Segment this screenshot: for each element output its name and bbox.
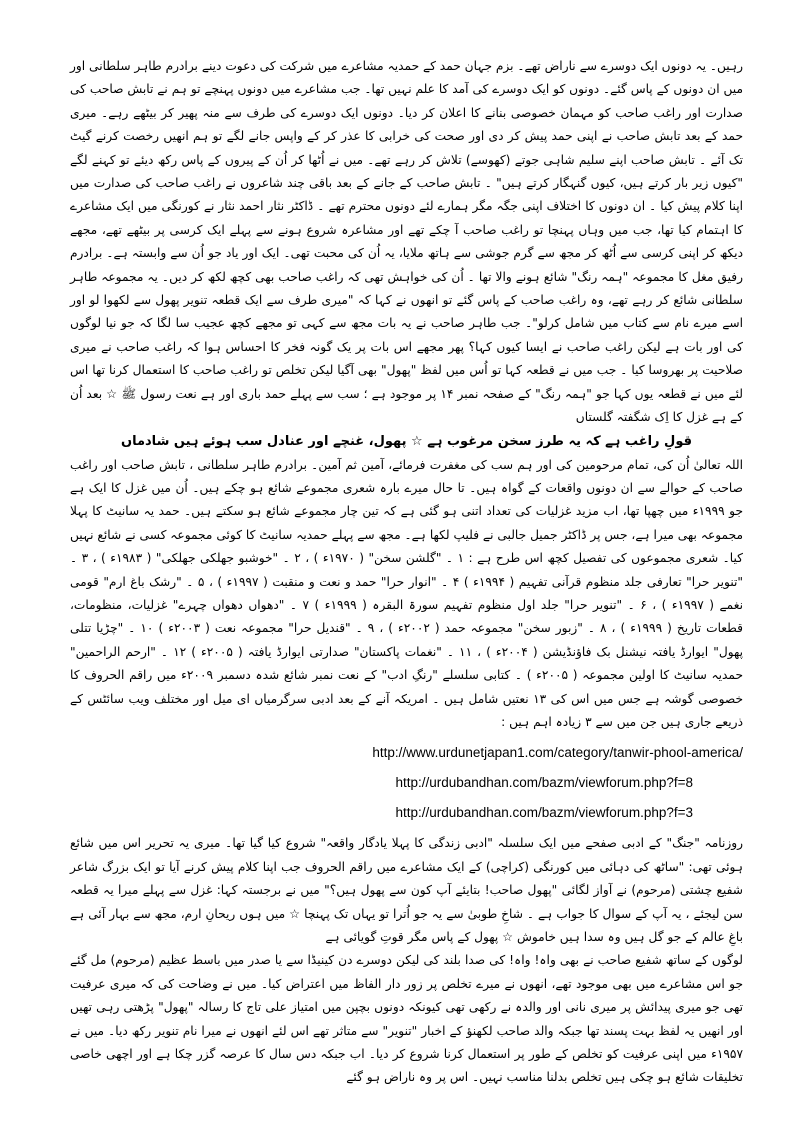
- document-page: [70, 55, 743, 1090]
- paragraph-3: روزنامہ "جنگ" کے ادبی صفحے میں ایک سلسلہ "ادبی زندگی کا پہلا یادگار واقعہ" شروع کیا گیا تھا۔ میری یہ تحریر اس میں شائع ہوئی تھی: "ساٹھ کی دہائی میں کورنگی (کراچی) کے ایک مشاعرے میں راقم الحروف جب اپنا کلام پیش کرنے آیا تو ایک بزرگ شاعر شفیع چشتی (مرحوم) نے آواز لگائی "پھول صاحب! بتایئے آپ کون سے پھول ہیں؟" میں نے برجستہ کہا: غزل سے پہلے میرا یہ قطعہ سن لیجئے ، یہ آپ کے سوال کا جواب ہے ۔ شاخِ طوبیٰ سے یہ جو اُترا تو یہاں تک پہنچا ☆ میں ہوں ریحانِ ارم، مجھ سے بہار آئی ہے باغِ عالم کے جو گل ہیں وہ سدا ہیں خاموش ☆ پھول کے پاس مگر قوتِ گویائی ہے: [70, 836, 743, 944]
- url-link-2[interactable]: http://urdubandhan.com/bazm/viewforum.php?f=8: [395, 775, 693, 791]
- url-link-3[interactable]: http://urdubandhan.com/bazm/viewforum.php?f=3: [395, 805, 693, 821]
- verse-line: قولِ راغب ہے کہ یہ طرز سخن مرغوب ہے ☆ پھول، غنچے اور عنادل سب ہوئے ہیں شادماں: [120, 433, 692, 449]
- paragraph-1: رہیں۔ یہ دونوں ایک دوسرے سے ناراض تھے۔ بزم جہان حمد کے حمدیہ مشاعرے میں شرکت کی دعوت دینے برادرم طاہر سلطانی اور میں ان دونوں کے پاس گئے۔ دونوں کو ایک دوسرے کی آمد کا علم نہیں تھا۔ جب مشاعرے میں دونوں پہنچے تو ہم نے تابش صاحب کی صدارت اور راغب صاحب کو مہمان خصوصی بنانے کا اعلان کر دیا۔ دونوں ایک دوسرے کی طرف سے منہ پھیر کر بیٹھے رہے۔ میری حمد کے بعد تابش صاحب نے اپنی حمد پیش کر دی اور صحت کی خرابی کا عذر کر کے واپس جانے لگے تو ہم انھیں رخصت کرنے گیٹ تک آئے ۔ تابش صاحب اپنے سلیم شاہی جوتے (کھوسے) تلاش کر رہے تھے۔ میں نے اُٹھا کر اُن کے پیروں کے پاس رکھ دیئے تو کہنے لگے "کیوں زیر بار کرتے ہیں، کیوں گنہگار کرتے ہیں" ۔ تابش صاحب کے جانے کے بعد باقی چند شاعروں نے راغب صاحب کی صدارت میں اپنا کلام پیش کیا ۔ ان دونوں کا اختلاف اپنی جگہ مگر ہمارے لئے دونوں محترم تھے ۔ ڈاکٹر نثار احمد نثار نے کورنگی میں ایک مشاعرے کا اہتمام کیا تھا، جب میں وہاں پہنچا تو راغب صاحب آ چکے تھے اور مشاعرہ شروع ہونے سے پہلے ایک کرسی پر بیٹھے تھے، مجھے دیکھ کر اپنی کرسی سے اُٹھ کر مجھ سے گرم جوشی سے ہاتھ ملایا، یہ اُن کی محبت تھی۔ ایک اور یاد جو اُن سے وابستہ ہے۔ برادرم رفیق مغل کا مجموعہ "ہمہ رنگ" شائع ہونے والا تھا ۔ اُن کی خواہش تھی کہ راغب صاحب بھی کچھ لکھ کر دیں۔ یہ مجموعہ طاہر سلطانی شائع کر رہے تھے، وہ راغب صاحب کے پاس گئے تو انھوں نے کہا کہ "میری طرف سے ایک قطعہ تنویر پھول سے لکھوا لو اور اسے میرے نام سے کتاب میں شامل کرلو"۔ جب طاہر صاحب نے یہ بات مجھ سے کہی تو مجھے کچھ عجیب سا لگا کہ جو نیا لوگوں کی اور بات ہے لیکن راغب صاحب نے ایسا کیوں کہا؟ پھر مجھے اس بات پر یک گونہ فخر کا احساس ہوا کہ راغب صاحب نے میری صلاحیت پر بھروسا کیا ۔ جب میں نے قطعہ کہا تو اُس میں لفظ "پھول" بھی آگیا لیکن تخلص تو راغب صاحب کا استعمال کرنا تھا اس لئے میں نے قطعہ یوں کہا جو "ہمہ رنگ" کے صفحہ نمبر ۱۴ پر موجود ہے ؛ سب سے پہلے حمد باری اور ہے نعت رسول ﷺ ☆ بعد اُن کے ہے غزل کا اِک شگفتہ گلستاں: [70, 59, 743, 425]
- url-link-1[interactable]: http://www.urdunetjapan1.com/category/tanwir-phool-america/: [372, 745, 743, 761]
- paragraph-4: لوگوں کے ساتھ شفیع صاحب نے بھی واہ! واہ! کی صدا بلند کی لیکن دوسرے دن کینیڈا سے یا صدر میں باسط عظیم (مرحوم) مل گئے جو اس مشاعرے میں بھی موجود تھے، انھوں نے میرے تخلص پر زور دار الفاظ میں اعتراض کیا۔ میں نے وضاحت کی کہ میری عرفیت تھی جو میری پیدائش پر میری نانی اور والدہ نے رکھی تھی کیونکہ دونوں بچپن میں امتیاز علی تاج کا رسالہ "پھول" پڑھتی رہی تھیں اور انھیں یہ لفظ بہت پسند تھا جبکہ والد صاحب لکھنؤ کے اخبار "تنویر" سے متاثر تھے اس لئے انھوں نے میرا نام تنویر رکھ دیا۔ میں نے ۱۹۵۷ء میں اپنی عرفیت کو تخلص کے طور پر استعمال کرنا شروع کر دیا۔ اب جبکہ دس سال کا عرصہ گزر چکا ہے اور اچھی خاصی تخلیقات شائع ہو چکی ہیں تخلص بدلنا مناسب نہیں۔ اس پر وہ ناراض ہو گئے: [70, 953, 743, 1085]
- paragraph-2: اللہ تعالیٰ اُن کی، تمام مرحومین کی اور ہم سب کی مغفرت فرمائے، آمین ثم آمین۔ برادرم طاہر سلطانی ، تابش صاحب اور راغب صاحب کے حوالے سے ان دونوں واقعات کے گواہ ہیں۔ تا حال میرے بارہ شعری مجموعے شائع ہو چکے ہیں۔ اُن میں غزل کا ایک ہے جو ۱۹۹۹ء میں چھپا تھا، اب مزید غزلیات کی تعداد اتنی ہو گئی ہے کہ تین چار مجموعے شائع ہو سکتے ہیں۔ حمد یہ سانیٹ کا پہلا مجموعہ بھی میرا ہے، جس پر ڈاکٹر جمیل جالبی نے فلیپ لکھا ہے۔ مجھ سے پہلے حمدیہ سانیٹ کا کوئی مجموعہ کسی نے شائع نہیں کیا۔ شعری مجموعوں کی تفصیل کچھ اس طرح ہے : ۱ ۔ "گلشن سخن" ( ۱۹۷۰ء ) ، ۲ ۔ "خوشبو جھلکی جھلکی" ( ۱۹۸۳ء ) ، ۳ ۔ "تنویر حرا" تعارفی جلد منظوم قرآنی تفہیم ( ۱۹۹۴ء ) ۴ ۔ "انوار حرا" حمد و نعت و منقبت ( ۱۹۹۷ء ) ، ۵ ۔ "رشک باغ ارم" قومی نغمے ( ۱۹۹۷ء ) ، ۶ ۔ "تنویر حرا" جلد اول منظوم تفہیم سورۃ البقرہ ( ۱۹۹۹ء ) ۷ ۔ "دھواں دھواں چہرے" غزلیات، منظومات، قطعات تاریخ ( ۱۹۹۹ء ) ، ۸ ۔ "زبور سخن" مجموعہ حمد ( ۲۰۰۲ء ) ، ۹ ۔ "قندیل حرا" مجموعہ نعت ( ۲۰۰۳ء ) ۱۰ ۔ "چڑیا تتلی پھول" ایوارڈ یافتہ نیشنل بک فاؤنڈیشن ( ۲۰۰۴ء ) ، ۱۱ ۔ "نغمات پاکستان" صدارتی ایوارڈ یافتہ ( ۲۰۰۵ء ) ۱۲ ۔ "ارحم الراحمین" حمدیہ سانیٹ کا اولین مجموعہ ( ۲۰۰۵ء ) ۔ کتابی سلسلے "رنگِ ادب" کے نعت نمبر شائع شدہ دسمبر ۲۰۰۹ء میں راقم الحروف کا خصوصی گوشہ ہے جس میں اس کی ۱۳ نعتیں شامل ہیں ۔ امریکہ آنے کے بعد ادبی سرگرمیاں ای میل اور مختلف ویب سائٹس کے ذریعے جاری ہیں جن میں سے ۳ زیادہ اہم ہیں :: [70, 457, 744, 729]
